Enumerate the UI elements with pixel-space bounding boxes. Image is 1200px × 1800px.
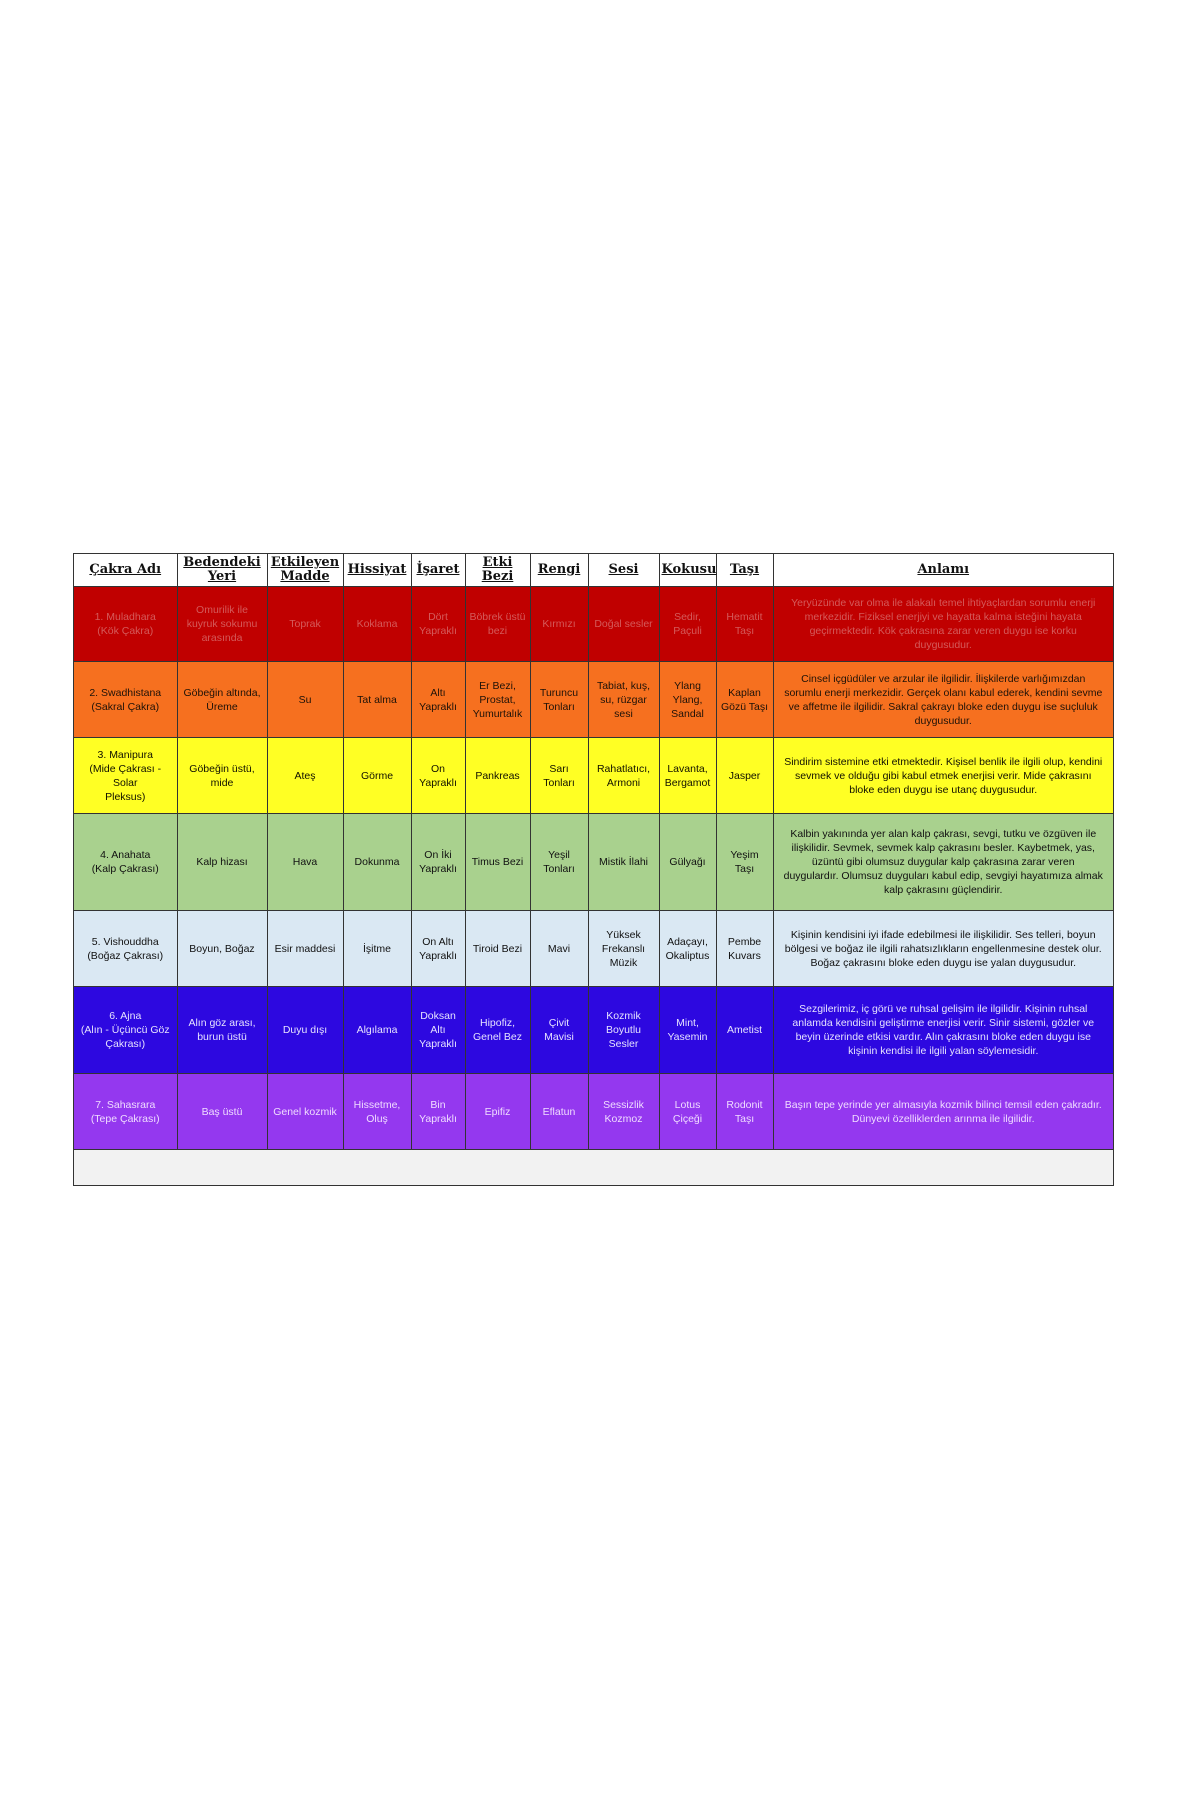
- chakra-name-cell: 7. Sahasrara (Tepe Çakrası): [74, 1074, 177, 1150]
- sense-cell: Tat alma: [343, 662, 411, 738]
- gland-cell: Epifiz: [465, 1074, 530, 1150]
- meaning-cell: Kalbin yakınında yer alan kalp çakrası, sevgi, tutku ve özgüven ile ilişkilidir. Sevmek, sevmek kalp çakrasını besler. Kaybetmek, yas, üzüntü gibi olumsuz duygular kalp çakrasına zarar veren duygulardır. Olumsuz duyguları kabul edip, sevgiyi hayatımıza almak kalp çakrasını güçlendirir.: [773, 814, 1113, 911]
- body-location-cell: Boyun, Boğaz: [177, 911, 267, 987]
- stone-cell: Kaplan Gözü Taşı: [716, 662, 773, 738]
- scent-cell: Mint, Yasemin: [659, 987, 716, 1074]
- body-location-cell: Göbeğin üstü, mide: [177, 738, 267, 814]
- body-location-cell: Baş üstü: [177, 1074, 267, 1150]
- meaning-cell: Cinsel içgüdüler ve arzular ile ilgilidir. İlişkilerde varlığımızdan sorumlu enerji merkezidir. Gerçek olanı kabul ederek, kendini sevme ve affetme ile ilgilidir. Sakral çakrayı bloke eden duygu ise suçluluk duygusudur.: [773, 662, 1113, 738]
- header-symbol: İşaret: [411, 554, 465, 587]
- header-sound: Sesi: [588, 554, 659, 587]
- body-location-cell: Göbeğin altında, Üreme: [177, 662, 267, 738]
- chakra-name-cell: 6. Ajna (Alın - Üçüncü Göz Çakrası): [74, 987, 177, 1074]
- stone-cell: Rodonit Taşı: [716, 1074, 773, 1150]
- gland-cell: Böbrek üstü bezi: [465, 587, 530, 662]
- meaning-cell: Sezgilerimiz, iç görü ve ruhsal gelişim ile ilgilidir. Kişinin ruhsal anlamda kendisini geliştirme enerjisi verir. Sinir sistemi, gözler ve beyin üzerinde etkisi vardır. Alın çakrasını bloke eden duygu ise kişinin kendisi ile ilgili yalan söylemesidir.: [773, 987, 1113, 1074]
- chakra-name-cell: 2. Swadhistana (Sakral Çakra): [74, 662, 177, 738]
- scent-cell: Adaçayı, Okaliptus: [659, 911, 716, 987]
- element-cell: Genel kozmik: [267, 1074, 343, 1150]
- scent-cell: Ylang Ylang, Sandal: [659, 662, 716, 738]
- sense-cell: Görme: [343, 738, 411, 814]
- meaning-cell: Sindirim sistemine etki etmektedir. Kişisel benlik ile ilgili olup, kendini sevmek ve olduğu gibi kabul etmek enerjisi verir. Mide çakrasını bloke eden duygu ise utanç duygusudur.: [773, 738, 1113, 814]
- header-row: [74, 554, 1113, 587]
- element-cell: Ateş: [267, 738, 343, 814]
- header-body-location: Bedendeki Yeri: [177, 554, 267, 587]
- table-row: [74, 987, 1113, 1074]
- meaning-cell: Yeryüzünde var olma ile alakalı temel ihtiyaçlardan sorumlu enerji merkezidir. Fiziksel enerjiyi ve hayatta kalma isteğini hayata geçirmektedir. Kök çakrasına zarar veren duygu ise korku duygusudur.: [773, 587, 1113, 662]
- sense-cell: Koklama: [343, 587, 411, 662]
- table-row: [74, 662, 1113, 738]
- gland-cell: Timus Bezi: [465, 814, 530, 911]
- stone-cell: Pembe Kuvars: [716, 911, 773, 987]
- stone-cell: Ametist: [716, 987, 773, 1074]
- body-location-cell: Omurilik ile kuyruk sokumu arasında: [177, 587, 267, 662]
- scent-cell: Gülyağı: [659, 814, 716, 911]
- header-element: Etkileyen Madde: [267, 554, 343, 587]
- table-row: [74, 738, 1113, 814]
- symbol-cell: On İki Yapraklı: [411, 814, 465, 911]
- color-cell: Sarı Tonları: [530, 738, 588, 814]
- sense-cell: Algılama: [343, 987, 411, 1074]
- chakra-name-cell: 4. Anahata (Kalp Çakrası): [74, 814, 177, 911]
- symbol-cell: Bin Yapraklı: [411, 1074, 465, 1150]
- sound-cell: Doğal sesler: [588, 587, 659, 662]
- meaning-cell: Kişinin kendisini iyi ifade edebilmesi ile ilişkilidir. Ses telleri, boyun bölgesi ve boğaz ile ilgili rahatsızlıkların engellenmesine destek olur. Boğaz çakrasını bloke eden duygu ise yalan duygusudur.: [773, 911, 1113, 987]
- element-cell: Toprak: [267, 587, 343, 662]
- stone-cell: Yeşim Taşı: [716, 814, 773, 911]
- color-cell: Eflatun: [530, 1074, 588, 1150]
- chakra-name-cell: 5. Vishouddha (Boğaz Çakrası): [74, 911, 177, 987]
- element-cell: Duyu dışı: [267, 987, 343, 1074]
- color-cell: Turuncu Tonları: [530, 662, 588, 738]
- header-stone: Taşı: [716, 554, 773, 587]
- header-color: Rengi: [530, 554, 588, 587]
- chakra-table: [74, 554, 1113, 1183]
- body-location-cell: Alın göz arası, burun üstü: [177, 987, 267, 1074]
- header-sense: Hissiyat: [343, 554, 411, 587]
- sound-cell: Kozmik Boyutlu Sesler: [588, 987, 659, 1074]
- header-chakra-name: Çakra Adı: [74, 554, 177, 587]
- scent-cell: Lavanta, Bergamot: [659, 738, 716, 814]
- symbol-cell: Doksan Altı Yapraklı: [411, 987, 465, 1074]
- sound-cell: Yüksek Frekanslı Müzik: [588, 911, 659, 987]
- table-row: [74, 911, 1113, 987]
- color-cell: Kırmızı: [530, 587, 588, 662]
- table-row: [74, 814, 1113, 911]
- header-gland: Etki Bezi: [465, 554, 530, 587]
- scent-cell: Lotus Çiçeği: [659, 1074, 716, 1150]
- symbol-cell: On Yapraklı: [411, 738, 465, 814]
- sense-cell: Dokunma: [343, 814, 411, 911]
- stone-cell: Hematit Taşı: [716, 587, 773, 662]
- body-location-cell: Kalp hizası: [177, 814, 267, 911]
- table-row: [74, 587, 1113, 662]
- sense-cell: İşitme: [343, 911, 411, 987]
- sense-cell: Hissetme, Oluş: [343, 1074, 411, 1150]
- gland-cell: Er Bezi, Prostat, Yumurtalık: [465, 662, 530, 738]
- gland-cell: Tiroid Bezi: [465, 911, 530, 987]
- element-cell: Hava: [267, 814, 343, 911]
- chakra-name-cell: 3. Manipura (Mide Çakrası - Solar Pleksus): [74, 738, 177, 814]
- element-cell: Su: [267, 662, 343, 738]
- color-cell: Mavi: [530, 911, 588, 987]
- empty-row: [74, 1150, 1113, 1184]
- stone-cell: Jasper: [716, 738, 773, 814]
- color-cell: Yeşil Tonları: [530, 814, 588, 911]
- symbol-cell: On Altı Yapraklı: [411, 911, 465, 987]
- color-cell: Çivit Mavisi: [530, 987, 588, 1074]
- sound-cell: Mistik İlahi: [588, 814, 659, 911]
- table-row: [74, 1074, 1113, 1150]
- scent-cell: Sedir, Paçuli: [659, 587, 716, 662]
- header-scent: Kokusu: [659, 554, 716, 587]
- sound-cell: Rahatlatıcı, Armoni: [588, 738, 659, 814]
- element-cell: Esir maddesi: [267, 911, 343, 987]
- chakra-table-container: [73, 553, 1114, 1186]
- symbol-cell: Altı Yapraklı: [411, 662, 465, 738]
- sound-cell: Tabiat, kuş, su, rüzgar sesi: [588, 662, 659, 738]
- gland-cell: Hipofiz, Genel Bez: [465, 987, 530, 1074]
- gland-cell: Pankreas: [465, 738, 530, 814]
- sound-cell: Sessizlik Kozmoz: [588, 1074, 659, 1150]
- symbol-cell: Dört Yapraklı: [411, 587, 465, 662]
- meaning-cell: Başın tepe yerinde yer almasıyla kozmik bilinci temsil eden çakradır. Dünyevi özelliklerden arınma ile ilgilidir.: [773, 1074, 1113, 1150]
- empty-cell: [74, 1150, 1113, 1184]
- chakra-name-cell: 1. Muladhara (Kök Çakra): [74, 587, 177, 662]
- header-meaning: Anlamı: [773, 554, 1113, 587]
